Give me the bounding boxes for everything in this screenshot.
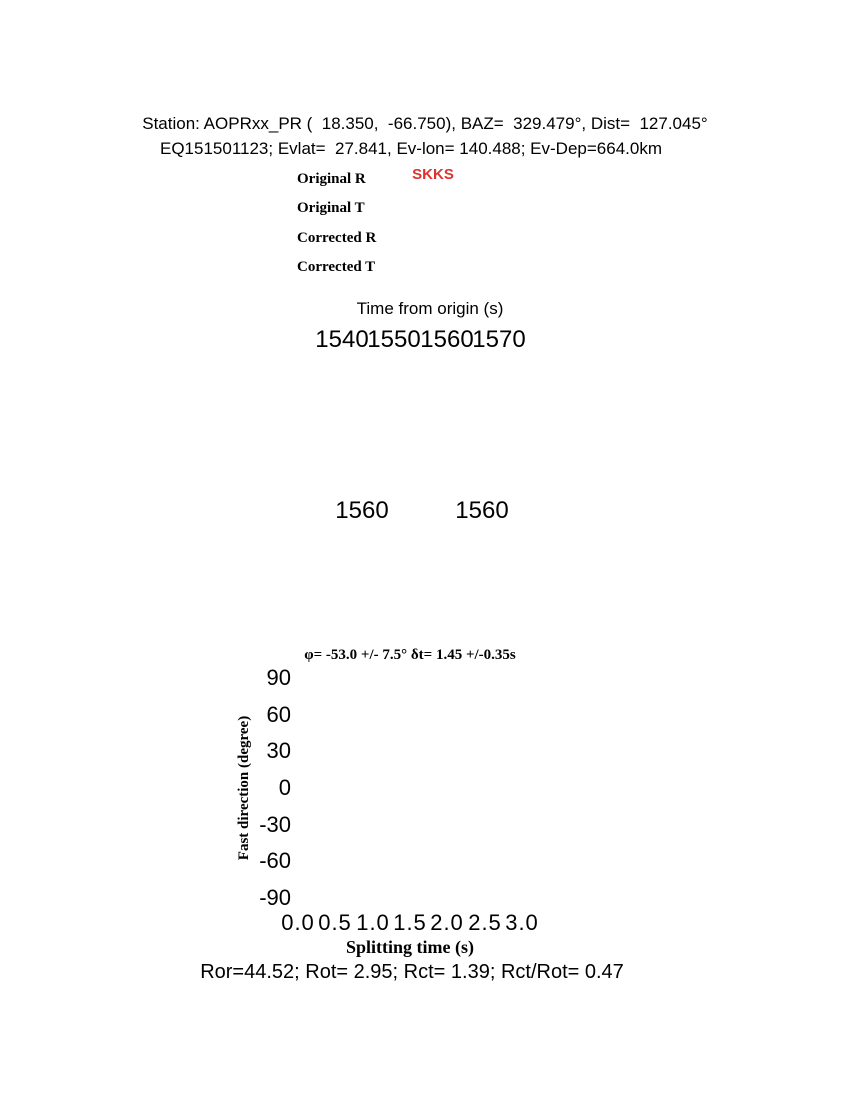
station-header: Station: AOPRxx_PR ( 18.350, -66.750), BAZ= 329.479°, Dist= 127.045° (142, 114, 708, 133)
time-tick-1570: 1570 (472, 326, 526, 353)
xtick-25: 2.5 (468, 910, 502, 935)
ytick-0: 0 (278, 775, 291, 800)
ytick-90: 90 (266, 665, 291, 690)
ytick-m90: -90 (259, 885, 291, 910)
time-axis-title: Time from origin (s) (356, 299, 504, 318)
xtick-00: 0.0 (281, 910, 315, 935)
xtick-05: 0.5 (318, 910, 352, 935)
component-overlay-plots (280, 380, 540, 500)
time-tick-1540: 1540 (315, 326, 369, 353)
xtick-30: 3.0 (505, 910, 539, 935)
contour-y-axis-label: Fast direction (degree) (236, 715, 252, 861)
time-tick-1550: 1550 (367, 326, 421, 353)
ytick-60: 60 (266, 702, 291, 727)
ytick-m60: -60 (259, 848, 291, 873)
contour-title: φ= -53.0 +/- 7.5° δt= 1.45 +/-0.35s (304, 647, 516, 663)
xtick-10: 1.0 (356, 910, 390, 935)
phase-label: SKKS (412, 166, 454, 183)
footer-stats: Ror=44.52; Rot= 2.95; Rct= 1.39; Rct/Rot= 0.47 (200, 961, 624, 983)
particle-motion-plots (280, 518, 540, 648)
trace-label-corrected-t: Corrected T (297, 259, 376, 275)
contour-x-axis-label: Splitting time (s) (346, 937, 474, 957)
error-surface-contour-plot (286, 666, 536, 914)
event-header: EQ151501123; Evlat= 27.841, Ev-lon= 140.488; Ev-Dep=664.0km (160, 139, 662, 158)
xtick-20: 2.0 (430, 910, 464, 935)
trace-label-original-r: Original R (297, 171, 366, 187)
panel1-tick-label: 1560 (335, 497, 389, 524)
ytick-m30: -30 (259, 812, 291, 837)
panel2-tick-label: 1560 (455, 497, 509, 524)
trace-label-corrected-r: Corrected R (297, 230, 377, 246)
xtick-15: 1.5 (393, 910, 427, 935)
trace-label-original-t: Original T (297, 200, 365, 216)
ytick-30: 30 (266, 738, 291, 763)
time-tick-1560: 1560 (420, 326, 474, 353)
